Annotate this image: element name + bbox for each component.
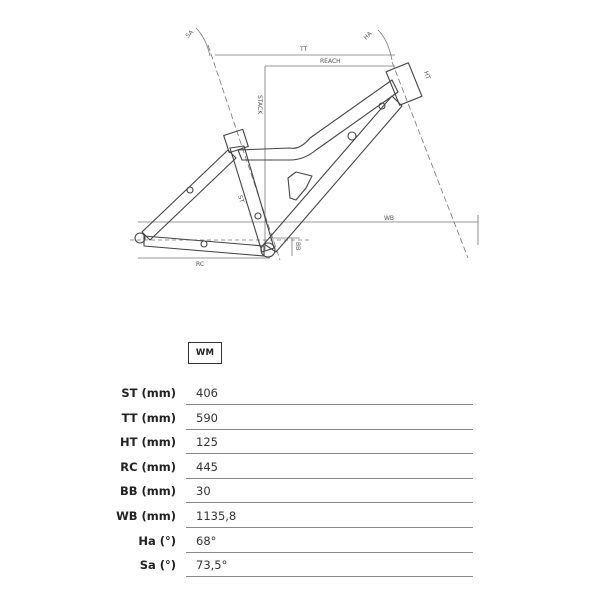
- top-tube: [238, 80, 398, 160]
- geometry-value: 445: [196, 459, 218, 474]
- rc-label: RC: [196, 261, 205, 268]
- frame-bolt: [348, 132, 356, 140]
- geometry-label: Ha (°): [138, 533, 176, 548]
- bb-label: BB: [294, 242, 301, 251]
- geometry-row: [0, 503, 600, 528]
- frame-bolt: [201, 241, 207, 247]
- st-label: ST: [236, 194, 246, 204]
- head-axis-line: [392, 62, 468, 258]
- geometry-row: [0, 454, 600, 479]
- geometry-value: 68°: [196, 533, 217, 548]
- row-divider: [186, 576, 473, 577]
- geometry-row: [0, 380, 600, 405]
- geometry-value: 125: [196, 435, 218, 450]
- ha-label: HA: [362, 30, 374, 42]
- geometry-label: HT (mm): [120, 435, 176, 450]
- down-tube: [264, 96, 402, 252]
- geometry-label: Sa (°): [139, 558, 176, 573]
- geometry-value: 1135,8: [196, 509, 237, 523]
- frame-bolt: [255, 213, 261, 219]
- seat-stay: [142, 150, 236, 240]
- head-tube: [386, 63, 422, 105]
- geometry-label: TT (mm): [121, 410, 176, 425]
- geometry-label: RC (mm): [120, 459, 176, 474]
- chain-stay: [144, 236, 264, 256]
- geometry-label: WB (mm): [116, 509, 176, 523]
- sa-arc: [196, 28, 210, 56]
- sa-label: SA: [184, 28, 196, 40]
- frame-bolt: [187, 187, 193, 193]
- geometry-row: [0, 478, 600, 503]
- geometry-label: BB (mm): [119, 484, 176, 499]
- geometry-label: ST (mm): [121, 386, 176, 400]
- seat-axis-line: [208, 45, 280, 260]
- geometry-row: [0, 429, 600, 454]
- seat-tube: [230, 146, 274, 252]
- ht-label: HT: [422, 70, 432, 81]
- frame-size-badge: WM: [188, 342, 222, 364]
- geometry-row: [0, 405, 600, 430]
- geometry-value: 590: [196, 410, 218, 425]
- geometry-value: 30: [196, 484, 211, 499]
- wb-label: WB: [384, 215, 395, 222]
- reach-label: REACH: [320, 58, 341, 65]
- geometry-row: [0, 552, 600, 577]
- geometry-value: 73,5°: [196, 558, 228, 573]
- stack-label: STACK: [256, 95, 263, 115]
- tt-label: TT: [300, 46, 308, 53]
- bottle-cage: [288, 172, 312, 200]
- ha-arc: [378, 30, 392, 60]
- geometry-row: [0, 528, 600, 553]
- geometry-value: 406: [196, 386, 218, 400]
